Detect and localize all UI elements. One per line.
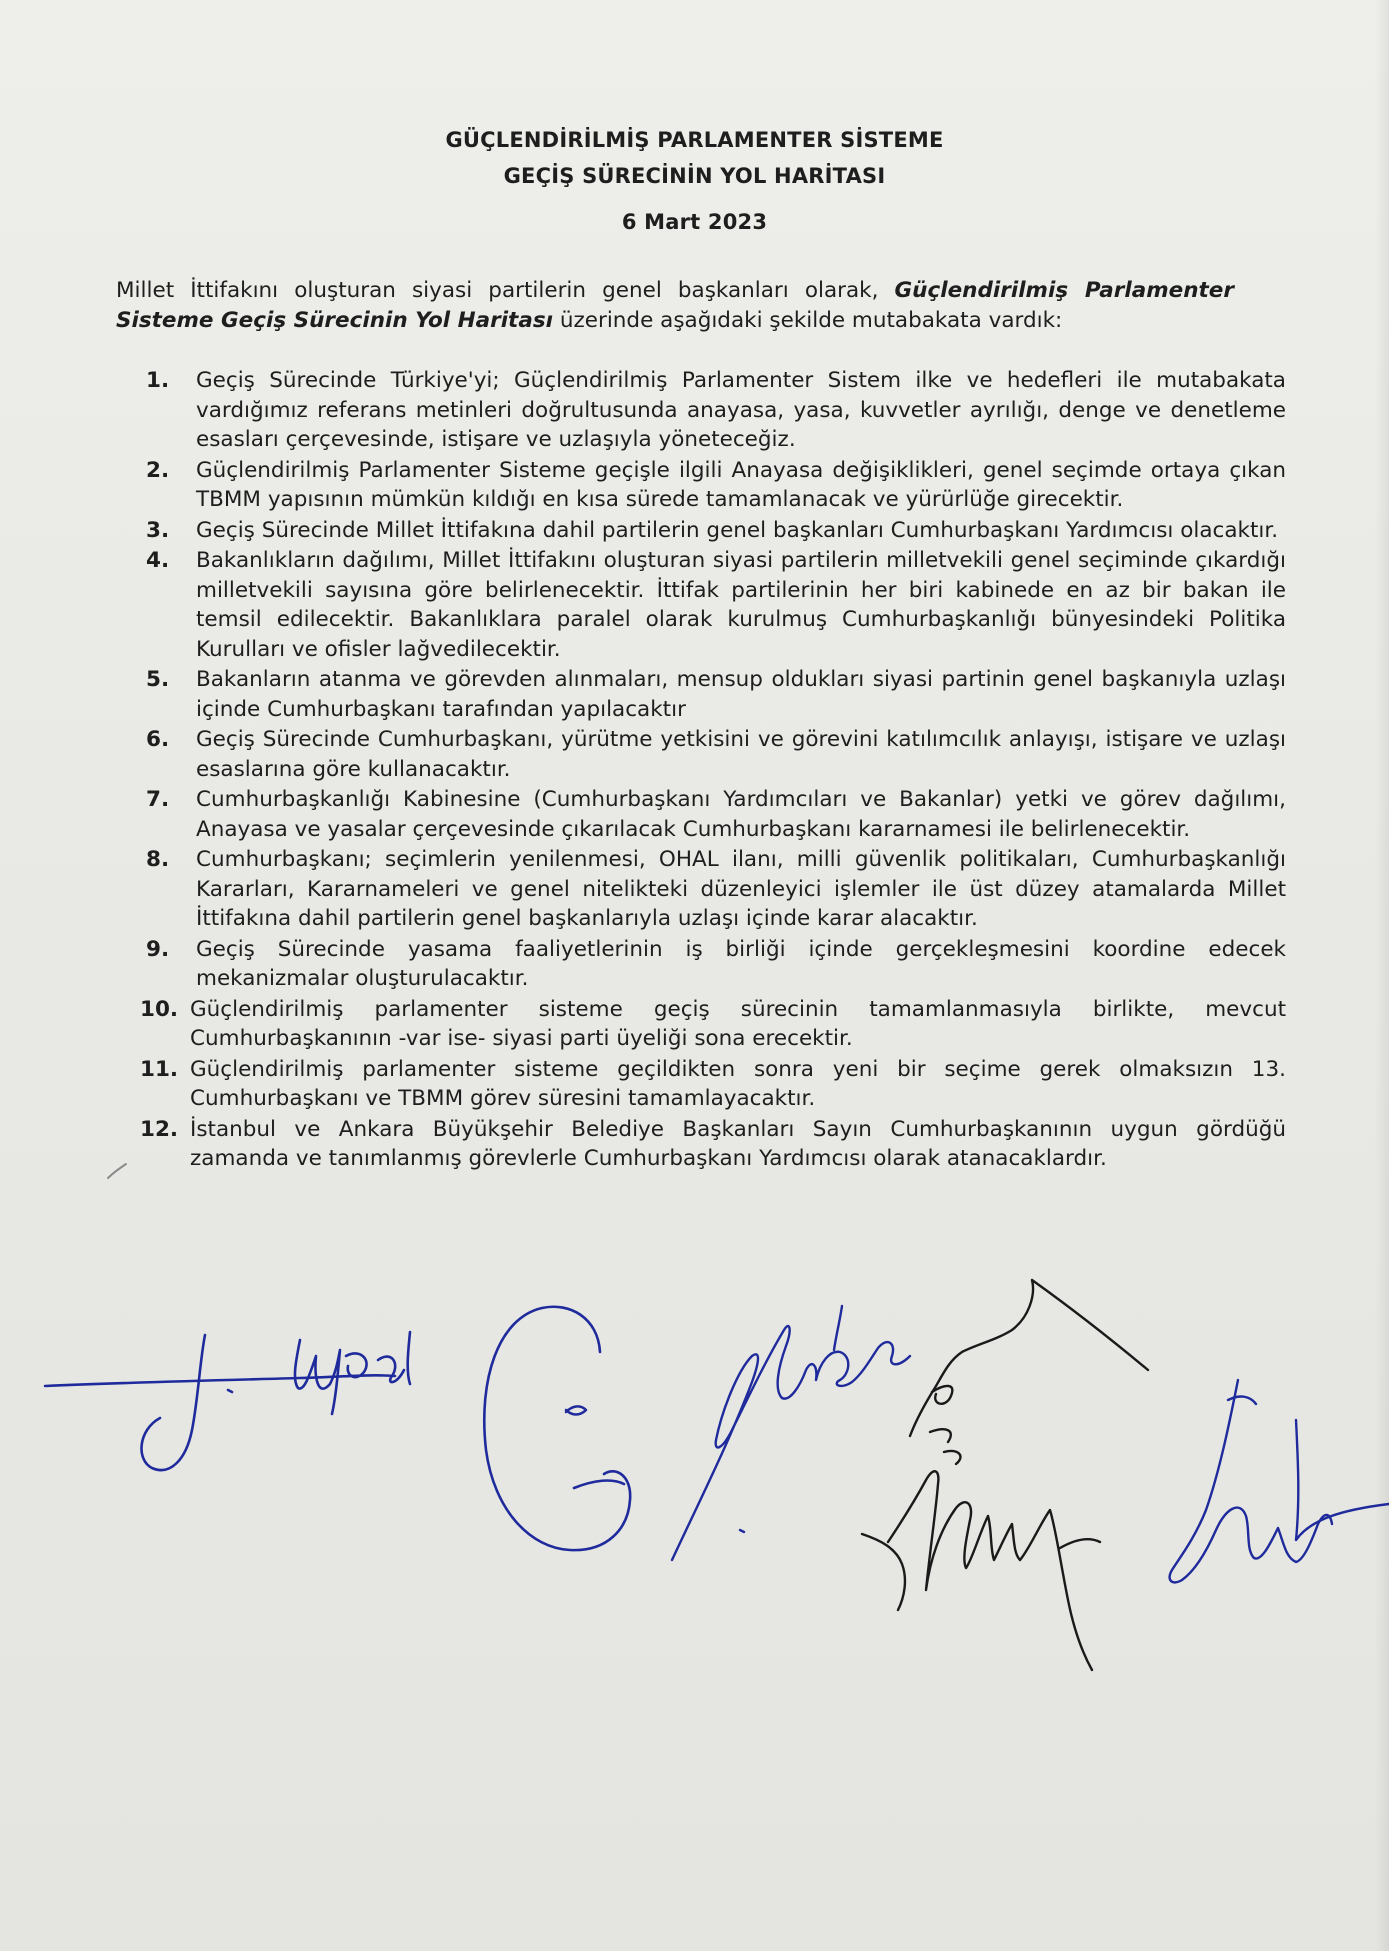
paper-edge-shadow	[1375, 0, 1389, 1951]
list-item	[106, 935, 1286, 994]
list-item	[106, 1115, 1286, 1174]
list-item	[106, 366, 1286, 455]
signature-2	[484, 1307, 630, 1550]
intro-text-end: üzerinde aşağıdaki şekilde mutabakata vardık:	[553, 308, 1063, 333]
list-item	[106, 546, 1286, 664]
item-text: Geçiş Sürecinde Türkiye'yi; Güçlendirilmiş Parlamenter Sistem ilke ve hedefleri ile mutabakata vardığımız referans metinleri doğrultusunda anayasa, yasa, kuvvetler ayrılığı, denge ve denetleme esasları çerçevesinde, istişare ve uzlaşıyla yöneteceğiz.	[196, 368, 1286, 452]
signature-2-hook	[574, 1481, 624, 1488]
item-number: 2.	[146, 457, 170, 483]
signature-3-stroke	[672, 1326, 910, 1560]
item-number: 7.	[146, 787, 170, 812]
signature-2-tail	[566, 1406, 586, 1414]
signature-3-dot	[740, 1530, 744, 1532]
item-number: 3.	[146, 517, 170, 543]
signature-5-stroke	[1170, 1380, 1332, 1582]
agreement-items-list	[106, 366, 1286, 1175]
signature-1	[45, 1332, 410, 1470]
item-number: 9.	[146, 936, 170, 962]
item-text: Geçiş Sürecinde Millet İttifakına dahil partilerin genel başkanları Cumhurbaşkanı Yardımcısı olacaktır.	[196, 517, 1279, 543]
list-item	[106, 845, 1286, 934]
signature-3-tick	[834, 1306, 842, 1350]
list-item	[106, 725, 1286, 784]
list-item	[106, 995, 1286, 1054]
document-date: 6 Mart 2023	[621, 210, 768, 234]
item-text: Güçlendirilmiş Parlamenter Sisteme geçişle ilgili Anayasa değişiklikleri, genel seçimde ortaya çıkan TBMM yapısının mümkün kıldığı en kısa sürede tamamlanacak ve yürürlüğe girecektir.	[196, 457, 1286, 512]
list-item	[106, 785, 1286, 844]
item-text: Güçlendirilmiş parlamenter sisteme geçildikten sonra yeni bir seçime gerek olmaksızın 13. Cumhurbaşkanı ve TBMM görev süresini tamamlayacaktır.	[190, 1056, 1286, 1111]
signature-1-letters	[295, 1332, 410, 1414]
item-number: 11.	[140, 1056, 179, 1082]
signature-2-loop	[484, 1307, 630, 1550]
signature-5	[1170, 1380, 1389, 1582]
item-number: 12.	[140, 1116, 179, 1142]
intro-paragraph	[116, 276, 1234, 336]
list-item	[106, 456, 1286, 515]
title-line-2: GEÇİŞ SÜRECİNİN YOL HARİTASI	[503, 164, 886, 188]
list-item	[106, 516, 1286, 546]
item-text: İstanbul ve Ankara Büyükşehir Belediye Başkanları Sayın Cumhurbaşkanının uygun gördüğü zamanda ve tanımlanmış görevlerle Cumhurbaşkanı Yardımcısı olarak atanacaklardır.	[190, 1116, 1286, 1171]
item-number: 8.	[146, 847, 170, 872]
item-number: 1.	[146, 368, 170, 393]
signature-1-j	[142, 1335, 205, 1470]
item-number: 4.	[146, 548, 170, 573]
intro-text-start: Millet İttifakını oluşturan siyasi partilerin genel başkanları olarak,	[116, 278, 895, 303]
list-item	[106, 1055, 1286, 1114]
signature-1-dot	[228, 1390, 232, 1392]
item-text: Geçiş Sürecinde yasama faaliyetlerinin iş birliği içinde gerçekleşmesini koordine edecek mekanizmalar oluşturulacaktır.	[196, 936, 1286, 991]
signature-4-knots	[930, 1386, 960, 1464]
signature-4-upper	[910, 1280, 1148, 1436]
list-item	[106, 665, 1286, 724]
item-text: Güçlendirilmiş parlamenter sisteme geçiş sürecinin tamamlanmasıyla birlikte, mevcut Cumhurbaşkanının -var ise- siyasi parti üyeliği sona erecektir.	[190, 996, 1286, 1051]
signature-1-underline	[45, 1375, 395, 1386]
item-text: Bakanlıkların dağılımı, Millet İttifakını oluşturan siyasi partilerin milletvekili genel seçiminde çıkardığı milletvekili sayısına göre belirlenecektir. İttifak partilerinin her biri kabinede en az bir bakan ile temsil edilecektir. Bakanlıklara paralel olarak kurulmuş Cumhurbaşkanlığı bünyesindeki Politika Kurulları ve ofisler lağvedilecektir.	[196, 548, 1286, 662]
signature-3	[672, 1306, 910, 1560]
item-number: 5.	[146, 667, 170, 692]
item-text: Cumhurbaşkanı; seçimlerin yenilenmesi, OHAL ilanı, milli güvenlik politikaları, Cumhurbaşkanlığı Kararları, Kararnameleri ve genel nitelikteki düzenleyici işlemler ile üst düzey atamalarda Millet İttifakına dahil partilerin genel başkanlarıyla uzlaşı içinde karar alacaktır.	[196, 847, 1286, 931]
item-text: Bakanların atanma ve görevden alınmaları, mensup oldukları siyasi partinin genel başkanıyla uzlaşı içinde Cumhurbaşkanı tarafından yapılacaktır	[196, 667, 1286, 722]
item-number: 6.	[146, 727, 170, 752]
signature-5-top	[1228, 1397, 1256, 1404]
item-number: 10.	[140, 996, 179, 1022]
signature-4-lower	[862, 1471, 1100, 1670]
title-line-1: GÜÇLENDİRİLMİŞ PARLAMENTER SİSTEME	[445, 128, 944, 152]
intro-emphasis: Güçlendirilmiş Parlamenter Sisteme Geçiş Sürecinin Yol Haritası	[116, 278, 1234, 333]
item-text: Geçiş Sürecinde Cumhurbaşkanı, yürütme yetkisini ve görevini katılımcılık anlayışı, istişare ve uzlaşı esaslarına göre kullanacaktır.	[196, 727, 1286, 782]
signature-4	[862, 1280, 1148, 1670]
item-text: Cumhurbaşkanlığı Kabinesine (Cumhurbaşkanı Yardımcıları ve Bakanlar) yetki ve görev dağılımı, Anayasa ve yasalar çerçevesinde çıkarılacak Cumhurbaşkanı kararnamesi ile belirlenecektir.	[196, 787, 1286, 842]
